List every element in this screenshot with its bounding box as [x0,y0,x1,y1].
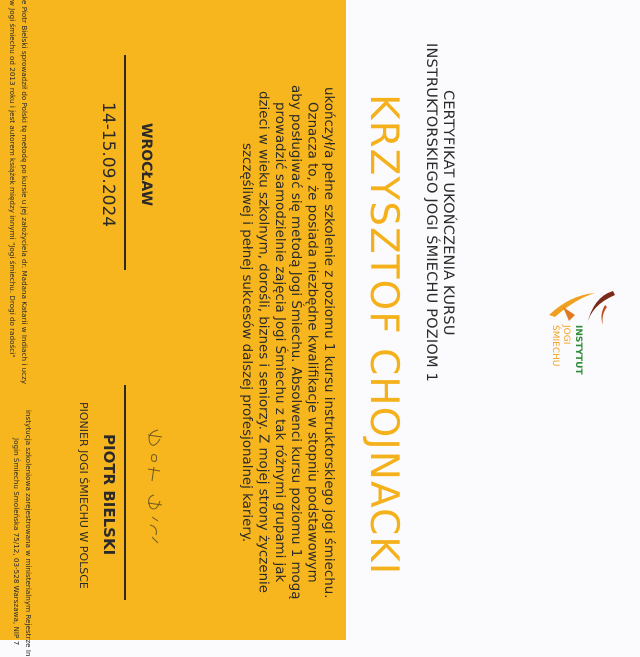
certificate-title [418,40,456,385]
footer-about-line-2: w Jogi śmiechu od 2013 roku i jest autorem książek między innymi "Jogi śmiechu. Drogi do radości" [8,0,17,358]
signature-line [124,385,126,600]
logo-mark-icon [545,285,620,330]
institute-logo [545,285,620,375]
logo-text-jogi: JOGI [561,325,571,345]
handwritten-signature [138,425,168,550]
title-line-2: INSTRUKTORSKIEGO JOGI ŚMIECHU POZIOM 1 [423,43,439,382]
recipient-name: KRZYSZTOF CHOJNACKI [361,94,406,576]
footer-institution [8,410,34,657]
title-line-1: CERTYFIKAT UKOŃCZENIA KURSU [440,89,456,336]
place-date-divider [124,55,126,270]
logo-text-institute: INSTYTUT [573,325,583,375]
signer-name: PIOTR BIELSKI [100,434,118,556]
body-line: Oznacza to, że posiada niezbędne kwalifikacje w stopniu podstawowym [304,102,320,583]
body-line: ukończył/a pełne szkolenie z poziomu 1 kursu instruktorskiego jogi śmiechu. [321,86,336,599]
footer-institution-line-2: Jogin Śmiechu Smoleńska 75/12, 03-528 Warszawa, NIP 7 [12,438,21,646]
footer-about-line-1: e Piotr Bielski sprowadził do Polski tę metodę po kursie u jej założyciela dr. Madana Katarii w Indiach i uczy [20,0,29,385]
certificate-body [236,60,336,625]
body-line: szczęśliwej i pełnej sukcesów dalszej profesjonalnej kariery. [238,142,254,543]
place: WROCŁAW [138,123,154,207]
body-line: prowadzić samodzielnie zajęcia Jogi Śmiechu z tak różnymi grupami jak [271,102,287,583]
logo-text-smiechu: ŚMIECHU [550,325,560,367]
signer-role: PIONIER JOGI ŚMIECHU W POLSCE [77,401,90,589]
body-line: dzieci w wieku szkolnym, dorośli, biznes i seniorzy. Z mojej strony życzenie [255,91,271,594]
body-line: aby posługiwać się metodą Jogi Śmiechu. Absolwenci kursu poziomu 1 mogą [288,85,304,600]
footer-institution-line-1: instytucja szkoleniowa zarejestrowana w ministerialnym Rejestrze In [24,410,33,657]
date: 14-15.09.2024 [98,102,118,228]
